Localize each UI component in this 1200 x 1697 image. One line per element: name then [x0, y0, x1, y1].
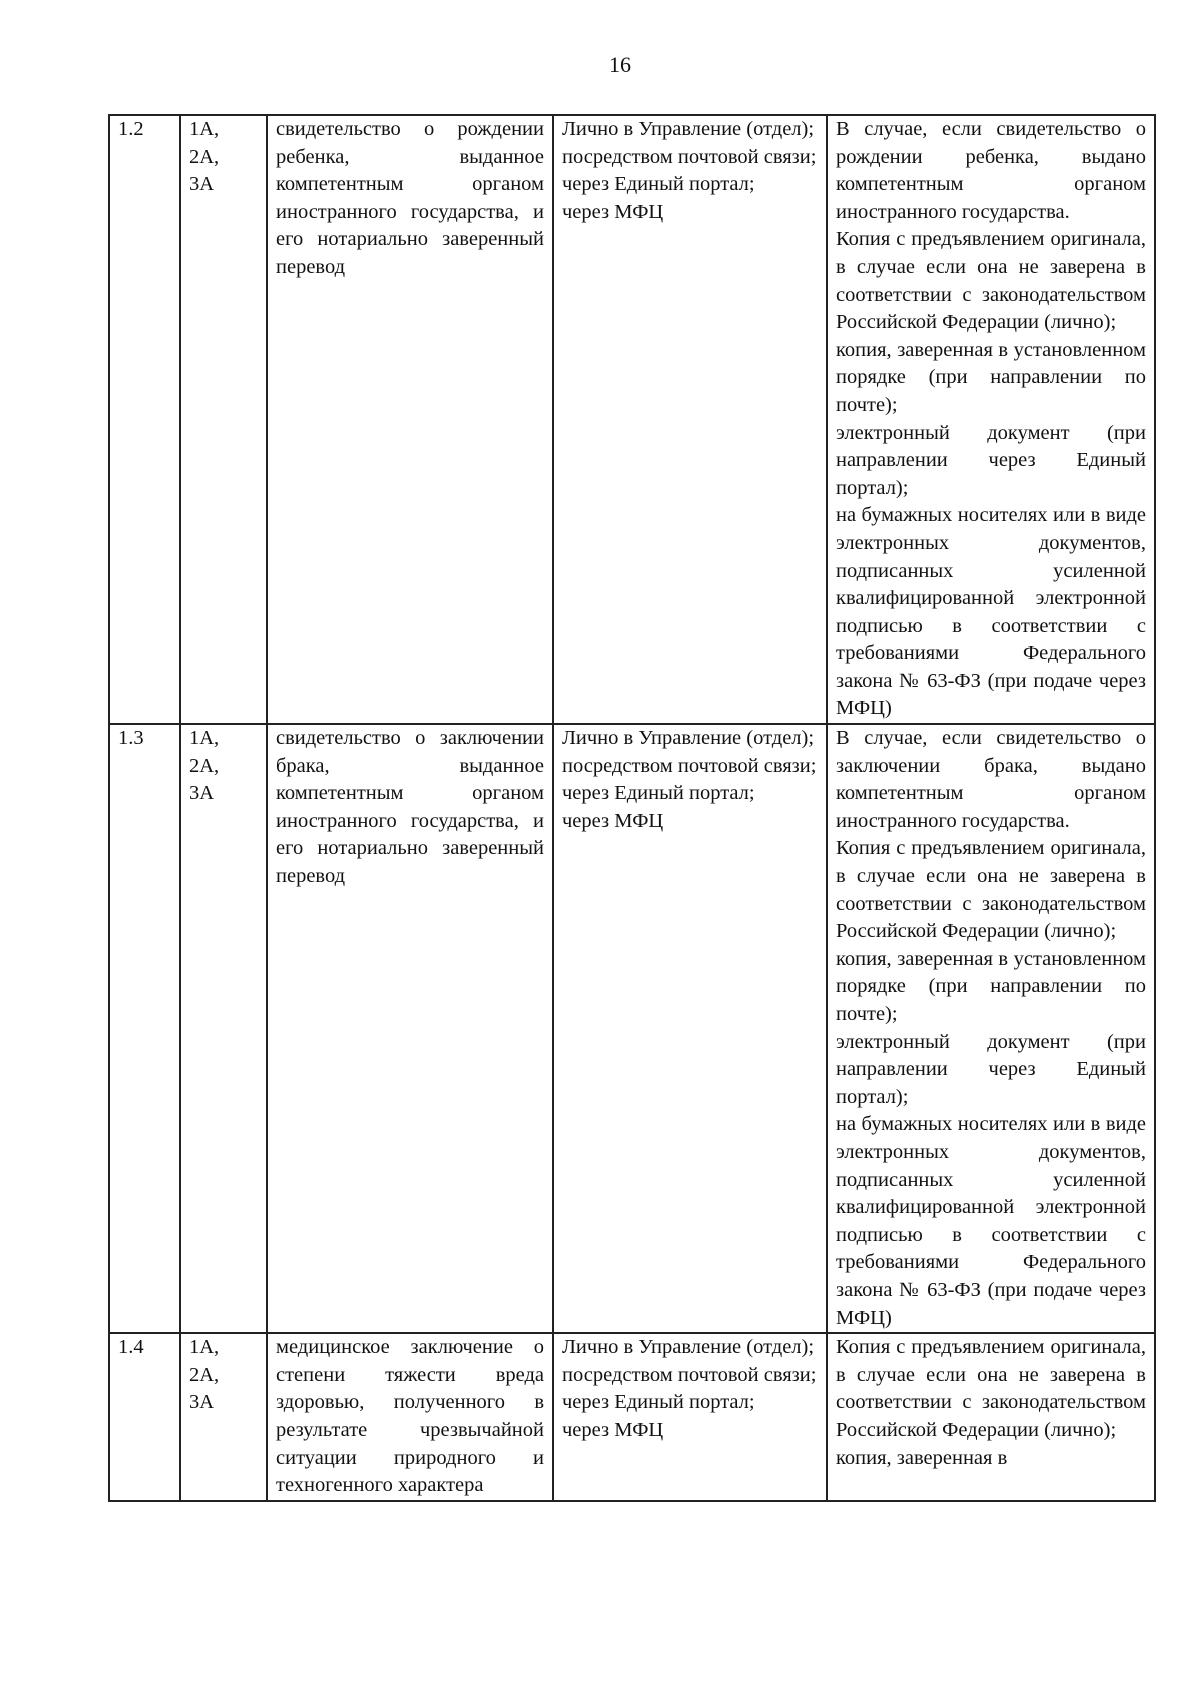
way-item: через МФЦ — [562, 809, 664, 832]
category-item: 3А — [189, 1391, 215, 1414]
submission-ways — [553, 115, 827, 724]
way-item: через Единый портал; — [562, 173, 755, 196]
document-form — [827, 115, 1155, 724]
way-item: через МФЦ — [562, 200, 664, 223]
category-item: 3А — [189, 173, 215, 196]
row-number: 1.2 — [109, 115, 180, 724]
form-paragraph: копия, заверенная в — [836, 1446, 1008, 1469]
form-paragraph: электронный документ (при направлении через Единый портал); — [836, 1030, 1146, 1108]
table-row — [109, 115, 1155, 724]
form-paragraph: электронный документ (при направлении через Единый портал); — [836, 421, 1146, 499]
submission-ways — [553, 724, 827, 1333]
category-item: 1А, — [189, 118, 220, 140]
category-item: 2А, — [189, 145, 220, 168]
category-item: 2А, — [189, 754, 220, 777]
submission-ways — [553, 1333, 827, 1501]
document-text: свидетельство о рождении ребенка, выданное компетентным органом иностранного государства, и его нотариально заверенный перевод — [276, 118, 544, 278]
document-form — [827, 1333, 1155, 1501]
way-item: через Единый портал; — [562, 782, 755, 805]
row-number: 1.3 — [109, 724, 180, 1333]
row-categories — [180, 1333, 267, 1501]
form-paragraph: В случае, если свидетельство о заключении брака, выдано компетентным органом иностранного государства. — [836, 727, 1146, 832]
document-text: медицинское заключение о степени тяжести вреда здоровью, полученного в результате чрезвычайной ситуации природного и техногенного характера — [276, 1336, 544, 1497]
way-item: посредством почтовой связи; — [562, 754, 817, 777]
way-item: через Единый портал; — [562, 1391, 755, 1414]
category-item: 3А — [189, 782, 215, 805]
category-item: 2А, — [189, 1363, 220, 1386]
way-item: Лично в Управление (отдел); — [562, 727, 815, 750]
way-item: посредством почтовой связи; — [562, 1363, 817, 1386]
document-text: свидетельство о заключении брака, выданное компетентным органом иностранного государства, и его нотариально заверенный перевод — [276, 727, 544, 888]
form-paragraph: на бумажных носителях или в виде электронных документов, подписанных усиленной квалифицированной электронной подписью в соответствии с требованиями Федерального закона № 63-ФЗ (при подаче через МФЦ) — [836, 1113, 1146, 1329]
document-name — [267, 724, 553, 1333]
form-paragraph: Копия с предъявлением оригинала, в случае если она не заверена в соответствии с законодательством Российской Федерации (лично); — [836, 837, 1146, 943]
table-row — [109, 1333, 1155, 1501]
category-item: 1А, — [189, 1336, 220, 1359]
form-paragraph: Копия с предъявлением оригинала, в случае если она не заверена в соответствии с законодательством Российской Федерации (лично); — [836, 228, 1146, 334]
way-item: через МФЦ — [562, 1418, 664, 1441]
category-item: 1А, — [189, 727, 220, 750]
form-paragraph: на бумажных носителях или в виде электронных документов, подписанных усиленной квалифицированной электронной подписью в соответствии с требованиями Федерального закона № 63-ФЗ (при подаче через МФЦ) — [836, 504, 1146, 720]
row-number: 1.4 — [109, 1333, 180, 1501]
form-paragraph: копия, заверенная в установленном порядке (при направлении по почте); — [836, 947, 1146, 1025]
document-name — [267, 115, 553, 724]
form-paragraph: В случае, если свидетельство о рождении ребенка, выдано компетентным органом иностранного государства. — [836, 118, 1146, 223]
document-name — [267, 1333, 553, 1501]
documents-table — [108, 114, 1156, 1502]
way-item: Лично в Управление (отдел); — [562, 118, 815, 140]
table-row — [109, 724, 1155, 1333]
form-paragraph: копия, заверенная в установленном порядке (при направлении по почте); — [836, 338, 1146, 416]
way-item: посредством почтовой связи; — [562, 145, 817, 168]
row-categories — [180, 115, 267, 724]
page-number: 16 — [609, 52, 631, 77]
document-form — [827, 724, 1155, 1333]
form-paragraph: Копия с предъявлением оригинала, в случае если она не заверена в соответствии с законодательством Российской Федерации (лично); — [836, 1336, 1146, 1441]
row-categories — [180, 724, 267, 1333]
way-item: Лично в Управление (отдел); — [562, 1336, 815, 1359]
